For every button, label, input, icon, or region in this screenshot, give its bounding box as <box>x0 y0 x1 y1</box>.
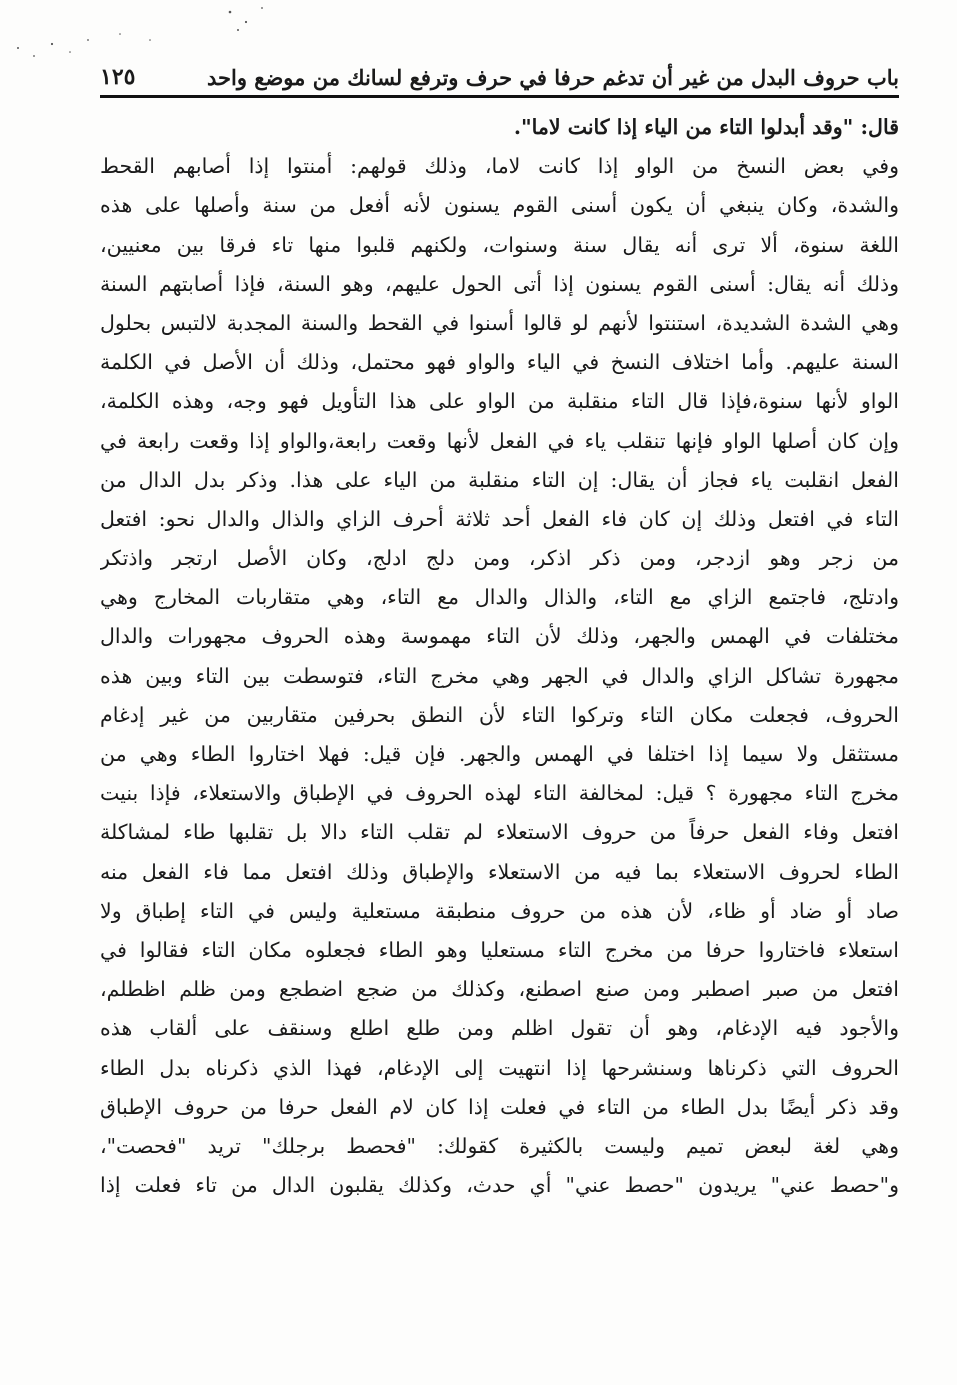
text-line: والشدة، وكان ينبغي أن يكون أسنى القوم يسنون لأنه أفعل من سنة وأصلها على هذه <box>100 193 899 218</box>
text-line: قال: "وقد أبدلوا التاء من الياء إذا كانت لاما". <box>513 115 899 139</box>
text-line: الواو لأنها سنوة،فإذا قال التاء منقلبة من الواو على هذا التأويل فهو وجه، وهذه الكلمة، <box>100 389 899 414</box>
text-line: افتعل من صبر اصطبر ومن صنع اصطنع، وكذلك من ضجع اضطجع ومن ظلم اظطلم، <box>100 977 899 1002</box>
text-line: السنة عليهم. وأما اختلاف النسخ في الياء والواو فهو محتمل، وذلك أن الأصل في الكلمة <box>100 350 899 375</box>
header-rule <box>100 95 899 98</box>
text-line: من زجر وهو ازدجر، ومن ذكر اذكر، ومن دلج ادلج، وكان الأصل ارتجر واذتكر <box>100 546 899 571</box>
text-line: مختلفات في الهمس والجهر، وذلك لأن التاء مهموسة وهذه الحروف مجهورات والدال <box>100 624 899 649</box>
text-line: والأجود فيه الإدغام، وهو أن تقول اظلم ومن طلع اطلع وسنقف على ألقاب هذه <box>100 1016 899 1041</box>
text-line: الفعل انقلبت ياء فجاز أن يقال: إن التاء منقلبة من الياء على هذا. وذكر بدل الدال من <box>100 467 899 492</box>
text-line: التاء في افتعل وذلك إن كان فاء الفعل أحد ثلاثة أحرف الزاي والذال والدال نحو: افتعل <box>100 506 899 531</box>
text-line: وهي الشدة الشديدة، استنتوا لأنهم لو قالوا أسنوا في القحط والسنة المجدبة لالتبس بحلول <box>100 310 899 335</box>
chapter-title: باب حروف البدل من غير أن تدغم حرفا في حرف وترفع لسانك من موضع واحد <box>207 65 899 90</box>
text-line: وإن كان أصلها الواو فإنها تنقلب ياء في الفعل لأنها وقعت رابعة،والواو إذا وقعت رابعة في <box>100 428 899 453</box>
text-line: وهي لغة لبعض تميم وليست بالكثيرة كقولك: "فحصط برجلك" تريد "فحصت"، <box>100 1133 899 1158</box>
text-line: اللغة سنوة، ألا ترى أنه يقال سنة وسنوات، ولكنهم قلبوا منها تاء فرقا بين معنيين، <box>100 232 899 257</box>
page-header <box>100 50 899 90</box>
text-line: الطاء لحروف الاستعلاء بما فيه من الاستعلاء والإطباق وذلك افتعل مما فاء الفعل منه <box>100 859 899 884</box>
page-number: ١٢٥ <box>100 64 136 90</box>
text-line: وذلك أنه يقال: أسنى القوم يسنون إذا أتى الحول عليهم، وهو السنة، فإذا أصابتهم السنة <box>100 271 899 296</box>
text-line: صاد أو ضاد أو ظاء، لأن هذه من حروف منطبقة مستعلية وليس في التاء إطباق ولا <box>100 898 899 923</box>
text-line: و"حصط عني" يريدون "حصط عني" أي حدث، وكذلك يقلبون الدال من تاء فعلت إذا <box>100 1173 899 1198</box>
body-text <box>100 108 899 1205</box>
text-line: مجهورة تشاكل الزاي والدال في الجهر وهي مخرج التاء، فتوسطت بين التاء وبين هذه <box>100 663 899 688</box>
text-line: افتعل وفاء الفعل حرفاً من حروف الاستعلاء لم تقلب التاء دالا بل تقلبها طاء لمشاكلة <box>100 820 899 845</box>
text-line: وفي بعض النسخ من الواو إذا كانت لاما، وذلك قولهم: أمنتوا إذا أصابهم القحط <box>100 154 899 179</box>
text-line: وادتلج، فاجتمع الزاي مع التاء، والذال والدال مع التاء، وهي متقاربات المخارج وهي <box>100 585 899 610</box>
text-line: الحروف، فجعلت مكان التاء وتركوا التاء لأن النطق بحرفين متقاربين من غير إدغام <box>100 702 899 727</box>
text-line: مستثقل ولا سيما إذا اختلفا في الهمس والجهر. فإن قيل: فهلا اختاروا الطاء وهي من <box>100 742 899 766</box>
text-line: استعلاء فاختاروا حرفا من مخرج التاء مستعليا وهو الطاء فجعلوه مكان التاء فقالوا في <box>100 937 899 962</box>
text-line: مخرج التاء مجهورة ؟ قيل: لمخالفة التاء لهذه الحروف في الإطباق والاستعلاء، فإذا بنيت <box>100 781 899 806</box>
text-line: الحروف التي ذكرناها وسنشرحها إذا انتهيت إلى الإدغام، فهذا الذي ذكرناه بدل الطاء <box>100 1055 899 1080</box>
text-line: وقد ذكر أيضًا بدل الطاء من التاء في فعلت إذا كان لام الفعل حرفا من حروف الإطباق <box>100 1094 899 1119</box>
